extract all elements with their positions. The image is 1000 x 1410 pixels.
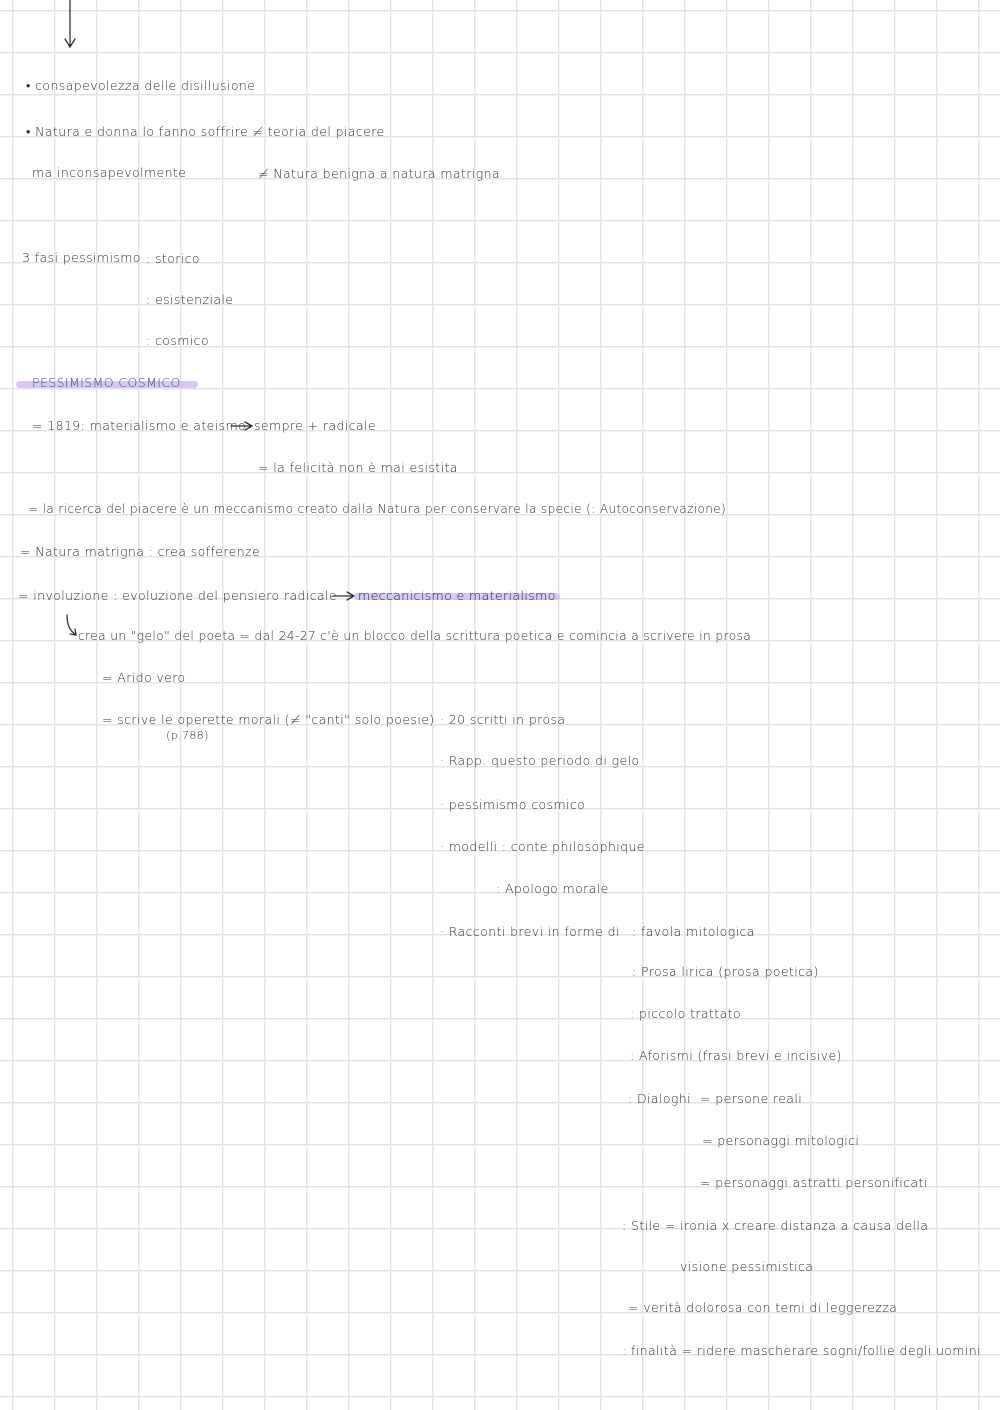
line-rapp: · Rapp. questo periodo di gelo xyxy=(440,753,640,768)
line-aforismi: : Aforismi (frasi brevi e incisive) xyxy=(630,1048,842,1063)
line-natura-matrigna: = Natura matrigna : crea sofferenze xyxy=(20,544,261,559)
line-personaggi-astratti: = personaggi astratti personificati xyxy=(700,1175,928,1190)
line-scritti: · 20 scritti in prosa xyxy=(440,712,566,727)
line-visione: visione pessimistica xyxy=(680,1259,814,1274)
down-arrow-icon xyxy=(60,0,80,50)
line-ricerca-piacere: = la ricerca del piacere è un meccanismo creato dalla Natura per conservare la specie (: Autoconservazione) xyxy=(28,502,727,516)
line-cosmico: : cosmico xyxy=(146,333,209,348)
line-finalita: : finalità = ridere mascherare sogni/follie degli uomini xyxy=(622,1343,981,1358)
line-apologo: : Apologo morale xyxy=(496,881,609,896)
line-1819: = 1819: materialismo e ateismo xyxy=(32,418,247,433)
line-storico: : storico xyxy=(146,251,200,266)
heading-pessimismo-cosmico: PESSIMISMO COSMICO xyxy=(32,375,181,390)
line-dialoghi: : Dialoghi xyxy=(628,1091,691,1106)
line-operette: = scrive le operette morali (≠ "canti" solo poesie) xyxy=(102,712,435,727)
line-meccanicismo: meccanicismo e materialismo xyxy=(358,588,556,603)
line-sempre-radicale: sempre + radicale xyxy=(254,418,376,433)
line-pessimismo-2: · pessimismo cosmico xyxy=(440,797,586,812)
line-stile: : Stile = ironia x creare distanza a causa della xyxy=(622,1218,929,1233)
line-modelli: · modelli : conte philosophique xyxy=(440,839,645,854)
right-arrow-icon xyxy=(332,589,356,603)
line-favola: : favola mitologica xyxy=(632,924,755,939)
line-racconti: · Racconti brevi in forme di xyxy=(440,924,620,939)
line-natura-donna: • Natura e donna lo fanno soffrire ≠ teoria del piacere xyxy=(26,124,385,139)
line-involuzione: = involuzione : evoluzione del pensiero radicale xyxy=(18,588,338,603)
right-arrow-icon xyxy=(230,419,254,433)
line-page-ref: (p.788) xyxy=(166,729,209,742)
line-esistenziale: : esistenziale xyxy=(146,292,234,307)
line-persone-reali: = persone reali xyxy=(700,1091,803,1106)
line-prosa-lirica: : Prosa lirica (prosa poetica) xyxy=(632,964,819,979)
line-natura-benigna: ≠ Natura benigna a natura matrigna xyxy=(258,166,500,181)
line-consapevolezza: • consapevolezza delle disillusione xyxy=(26,78,256,93)
line-gelo: crea un "gelo" del poeta = dal 24-27 c'è un blocco della scrittura poetica e comincia a scrivere in prosa xyxy=(78,629,752,643)
line-felicita: = la felicità non è mai esistita xyxy=(258,460,458,475)
line-verita: = verità dolorosa con temi di leggerezza xyxy=(628,1300,898,1315)
line-piccolo-trattato: : piccolo trattato xyxy=(630,1006,741,1021)
line-arido-vero: = Arido vero xyxy=(102,670,186,685)
line-personaggi-mitologici: = personaggi mitologici xyxy=(702,1133,860,1148)
line-fasi: 3 fasi pessimismo xyxy=(22,250,141,265)
line-ma-inconsapevolmente: ma inconsapevolmente xyxy=(32,165,187,180)
